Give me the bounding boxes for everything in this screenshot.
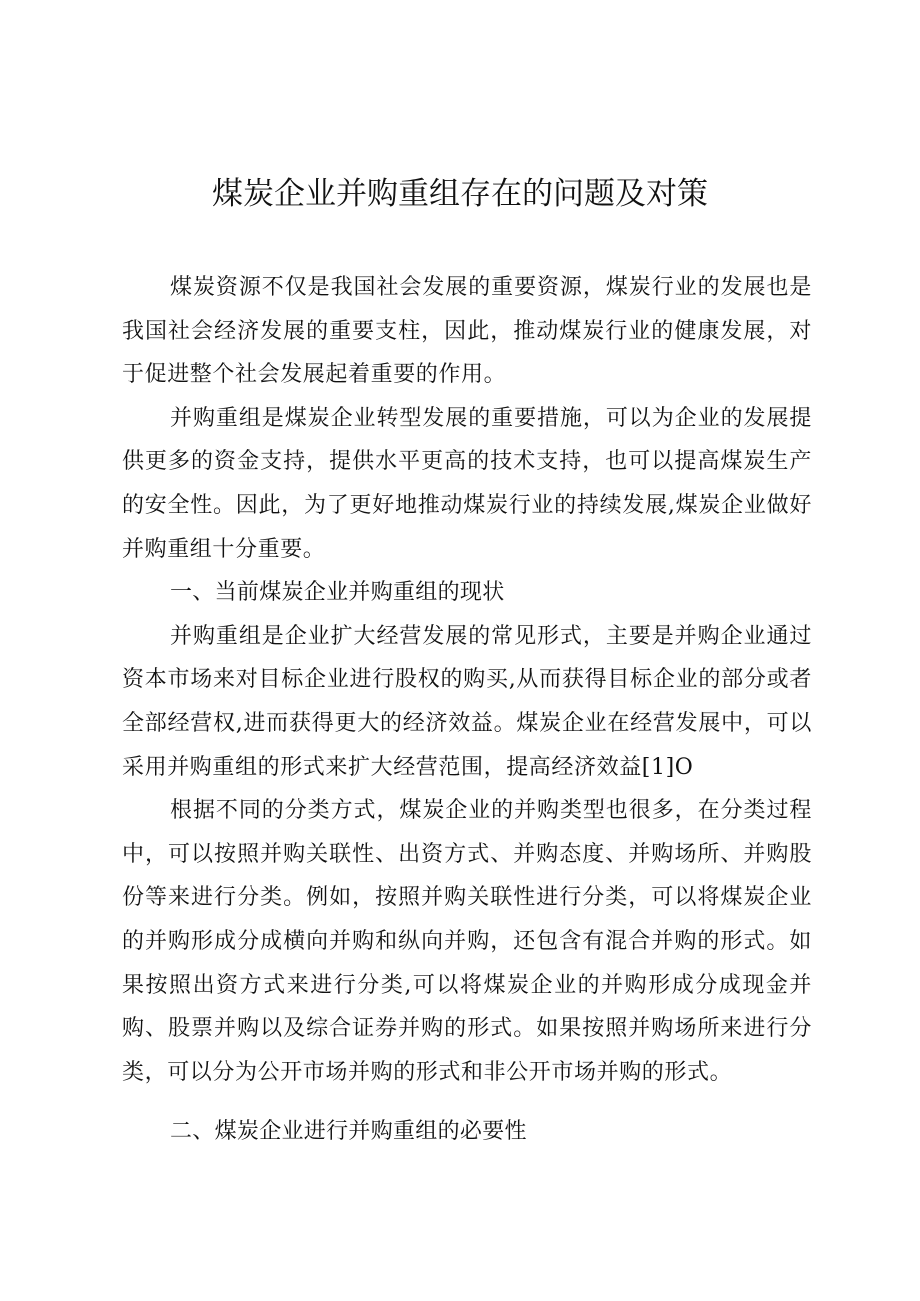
- intro-paragraph-1: 煤炭资源不仅是我国社会发展的重要资源，煤炭行业的发展也是我国社会经济发展的重要支柱，因此，推动煤炭行业的健康发展，对于促进整个社会发展起着重要的作用。: [122, 275, 812, 388]
- document-body: [122, 266, 812, 1154]
- document-title: 煤炭企业并购重组存在的问题及对策: [212, 176, 708, 212]
- section-heading-1: 一、当前煤炭企业并购重组的现状: [170, 580, 505, 606]
- intro-paragraph-2: 并购重组是煤炭企业转型发展的重要措施，可以为企业的发展提供更多的资金支持，提供水平更高的技术支持，也可以提高煤炭生产的安全性。因此，为了更好地推动煤炭行业的持续发展,煤炭企业做好并购重组十分重要。: [122, 405, 812, 562]
- section1-paragraph-1: 并购重组是企业扩大经营发展的常见形式，主要是并购企业通过资本市场来对目标企业进行股权的购买,从而获得目标企业的部分或者全部经营权,进而获得更大的经济效益。煤炭企业在经营发展中，可以采用并购重组的形式来扩大经营范围，提高经济效益[1]O: [122, 623, 812, 780]
- section-heading-2: 二、煤炭企业进行并购重组的必要性: [170, 1119, 527, 1145]
- section1-paragraph-2: 根据不同的分类方式，煤炭企业的并购类型也很多，在分类过程中，可以按照并购关联性、出资方式、并购态度、并购场所、并购股份等来进行分类。例如，按照并购关联性进行分类，可以将煤炭企业的并购形成分成横向并购和纵向并购，还包含有混合并购的形式。如果按照出资方式来进行分类,可以将煤炭企业的并购形成分成现金并购、股票并购以及综合证券并购的形式。如果按照并购场所来进行分类，可以分为公开市场并购的形式和非公开市场并购的形式。: [122, 798, 812, 1085]
